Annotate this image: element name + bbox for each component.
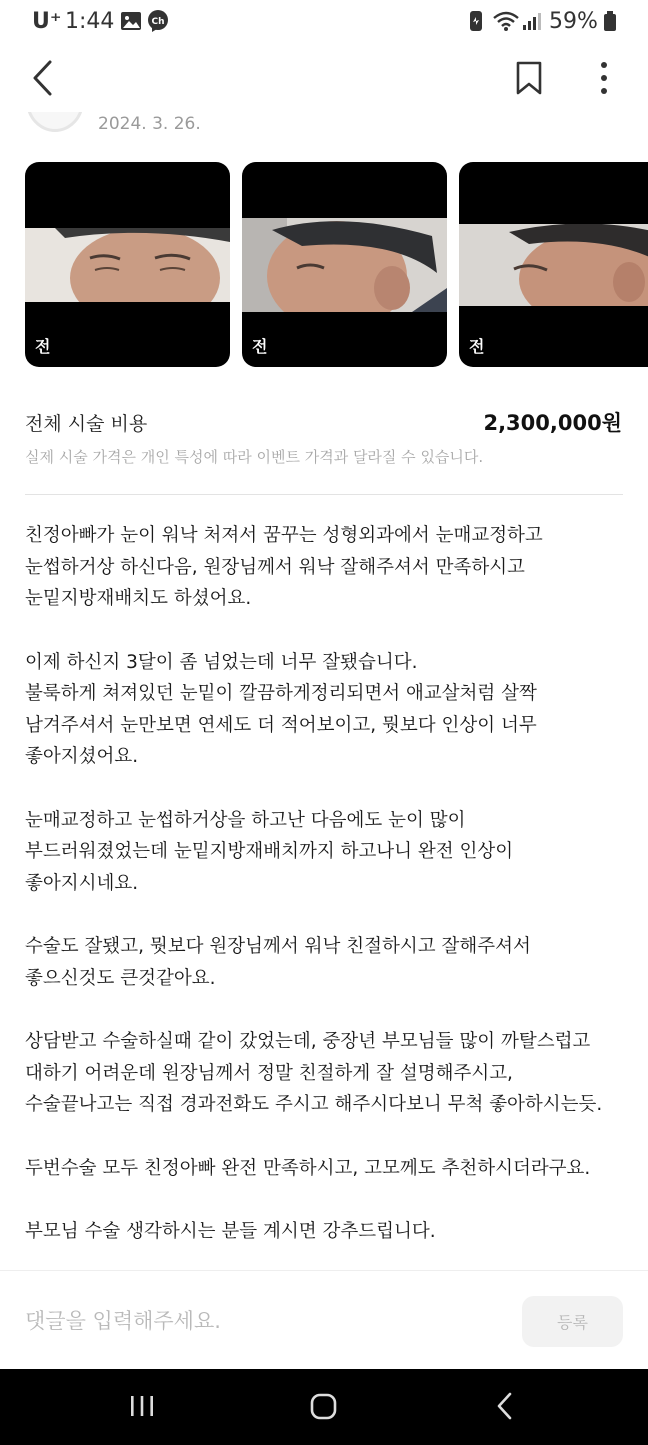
recent-apps-icon <box>128 1391 156 1421</box>
photo-thumbnail[interactable] <box>459 162 648 367</box>
system-nav-bar <box>0 1369 648 1445</box>
review-line: 상담받고 수술하실때 같이 갔었는데, 중장년 부모님들 많이 까탈스럽고 <box>25 1031 591 1052</box>
signal-icon <box>522 10 542 36</box>
battery-icon <box>603 10 617 36</box>
chat-icon <box>147 10 169 36</box>
photo-label: 전 <box>252 337 268 356</box>
review-line: 불룩하게 쳐져있던 눈밑이 깔끔하게정리되면서 애교살처럼 살짝 <box>25 683 537 704</box>
review-paragraph <box>25 931 625 994</box>
photo-label: 전 <box>35 337 51 356</box>
back-button[interactable] <box>26 58 60 98</box>
sync-icon <box>468 10 484 36</box>
review-line: 남겨주셔서 눈만보면 연세도 더 적어보이고, 뭣보다 인상이 너무 <box>25 714 537 736</box>
review-paragraph <box>25 647 625 773</box>
photo-label: 전 <box>469 337 485 356</box>
review-line: 부모님 수술 생각하시는 분들 계시면 강추드립니다. <box>25 1221 436 1242</box>
review-paragraph <box>25 1216 625 1248</box>
nav-back-button[interactable] <box>493 1391 517 1425</box>
svg-text:Ch: Ch <box>151 17 165 27</box>
recent-apps-button[interactable] <box>128 1391 156 1425</box>
review-line: 부드러워졌었는데 눈밑지방재배치까지 하고나니 완전 인상이 <box>25 841 514 862</box>
nav-back-icon <box>493 1391 517 1421</box>
more-options-button[interactable] <box>590 60 618 96</box>
status-bar <box>0 0 648 44</box>
face-photo-image <box>459 224 648 306</box>
submit-comment-button[interactable]: 등록 <box>522 1296 623 1347</box>
review-line: 눈썹하거상 하신다음, 원장님께서 워낙 잘해주셔서 만족하시고 <box>25 556 525 578</box>
review-paragraph <box>25 1153 625 1185</box>
review-line: 수술도 잘됐고, 뭣보다 원장님께서 워낙 친절하시고 잘해주셔서 <box>25 936 531 957</box>
home-icon <box>309 1391 339 1421</box>
price-note: 실제 시술 가격은 개인 특성에 따라 이벤트 가격과 달라질 수 있습니다. <box>25 448 484 466</box>
review-line: 눈밑지방재배치도 하셨어요. <box>25 588 252 609</box>
home-button[interactable] <box>309 1391 339 1425</box>
review-line: 눈매교정하고 눈썹하거상을 하고난 다음에도 눈이 많이 <box>25 809 466 831</box>
review-line: 친정아빠가 눈이 워낙 처져서 꿈꾸는 성형외과에서 눈매교정하고 <box>25 525 543 546</box>
photo-thumbnail[interactable] <box>25 162 230 367</box>
review-line: 좋으신것도 큰것같아요. <box>25 967 216 989</box>
wifi-icon <box>493 10 519 36</box>
bookmark-icon <box>513 60 545 96</box>
review-line: 수술끝나고는 직접 경과전화도 주시고 해주시다보니 무척 좋아하시는듯. <box>25 1094 603 1115</box>
review-line: 좋아지셨어요. <box>25 746 139 767</box>
post-date: 2024. 3. 26. <box>98 114 201 134</box>
bookmark-button[interactable] <box>513 60 545 96</box>
review-paragraph <box>25 1026 625 1121</box>
carrier-label: U⁺ <box>32 9 62 34</box>
photo-thumbnail[interactable] <box>242 162 447 367</box>
review-line: 좋아지시네요. <box>25 872 139 894</box>
comment-input[interactable] <box>25 1301 505 1341</box>
face-photo-image <box>25 228 230 302</box>
price-label: 전체 시술 비용 <box>25 413 148 435</box>
face-photo-image <box>242 218 447 312</box>
battery-percent: 59% <box>549 9 598 34</box>
review-body <box>25 520 625 1280</box>
app-bar <box>0 44 648 112</box>
gallery-icon <box>120 10 142 36</box>
review-line: 이제 하신지 3달이 좀 넘었는데 너무 잘됐습니다. <box>25 651 418 673</box>
back-arrow-icon <box>26 58 60 98</box>
status-time: 1:44 <box>65 9 115 34</box>
more-vertical-icon <box>590 60 618 96</box>
review-line: 두번수술 모두 친정아빠 완전 만족하시고, 고모께도 추천하시더라구요. <box>25 1157 591 1179</box>
review-paragraph <box>25 520 625 615</box>
divider <box>25 494 623 495</box>
price-value: 2,300,000원 <box>483 411 622 435</box>
review-paragraph <box>25 805 625 900</box>
photo-gallery[interactable] <box>25 162 648 368</box>
review-line: 대하기 어려운데 원장님께서 정말 친절하게 잘 설명해주시고, <box>25 1062 513 1084</box>
comment-bar <box>0 1270 648 1369</box>
